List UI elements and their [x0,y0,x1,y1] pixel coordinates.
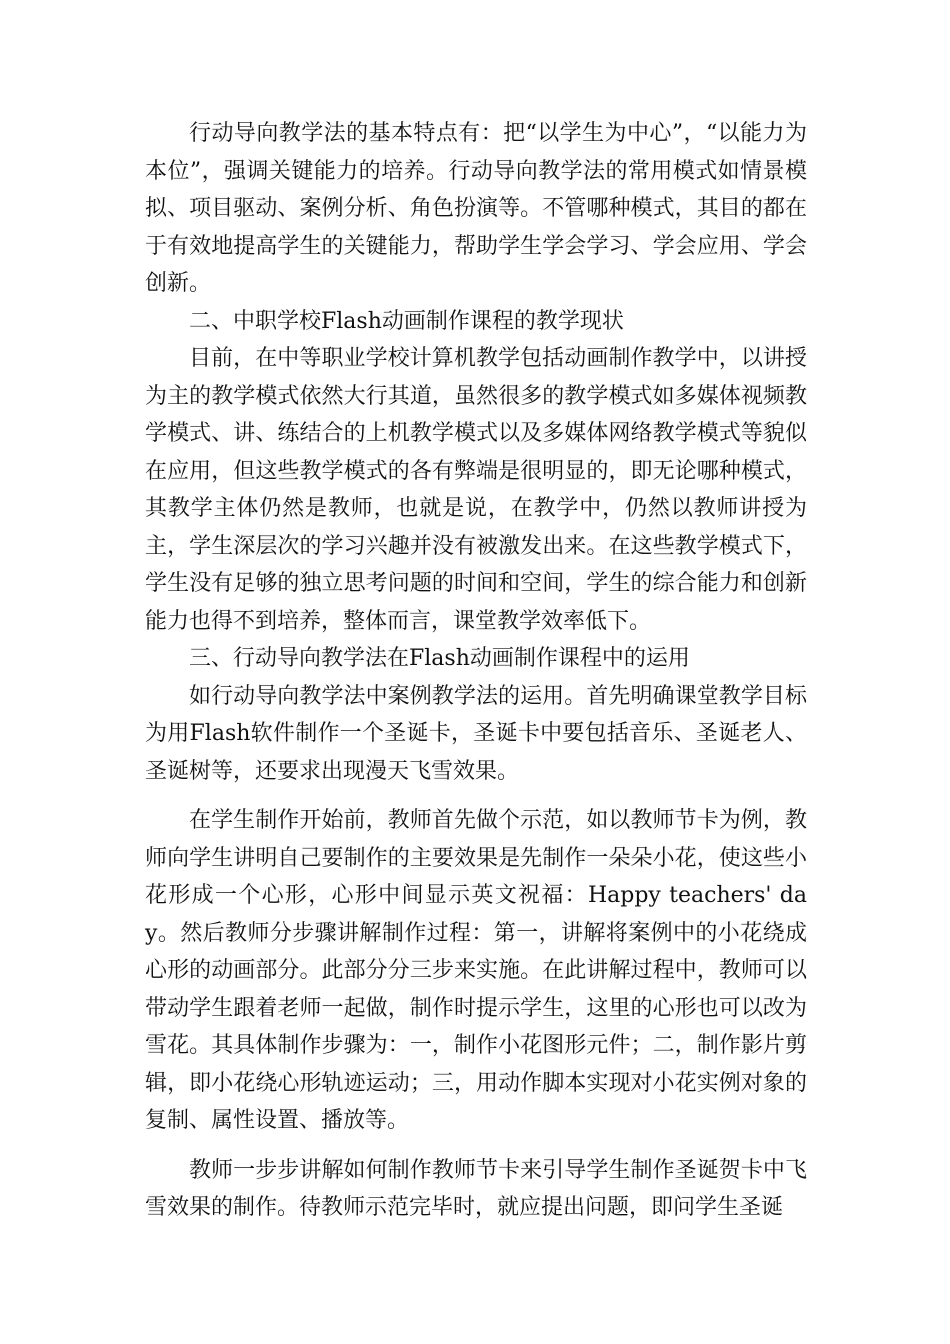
section-heading-2: 二、中职学校Flash动画制作课程的教学现状 [189,308,624,334]
paragraph-teacher-demo: 在学生制作开始前，教师首先做个示范，如以教师节卡为例，教师向学生讲明自己要制作的主要效果是先制作一朵朵小花，使这些小花形成一个心形，心形中间显示英文祝福：Happy teachers' day。然后教师分步骤讲解制作过程：第一，讲解将案例中的小花绕成心形的动画部分。此部分分三步来实施。在此讲解过程中，教师可以带动学生跟着老师一起做，制作时提示学生，这里的心形也可以改为雪花。其具体制作步骤为：一，制作小花图形元件；二，制作影片剪辑，即小花绕心形轨迹运动；三，用动作脚本实现对小花实例对象的复制、属性设置、播放等。 [145,808,807,1133]
document-page [145,115,807,1227]
paragraph-teaching-status: 目前，在中等职业学校计算机教学包括动画制作教学中，以讲授为主的教学模式依然大行其道，虽然很多的教学模式如多媒体视频教学模式、讲、练结合的上机教学模式以及多媒体网络教学模式等貌似在应用，但这些教学模式的各有弊端是很明显的，即无论哪种模式，其教学主体仍然是教师，也就是说，在教学中，仍然以教师讲授为主，学生深层次的学习兴趣并没有被激发出来。在这些教学模式下，学生没有足够的独立思考问题的时间和空间，学生的综合能力和创新能力也得不到培养，整体而言，课堂教学效率低下。 [145,346,807,634]
paragraph-action-oriented-features: 行动导向教学法的基本特点有：把“以学生为中心”，“以能力为本位”，强调关键能力的培养。行动导向教学法的常用模式如情景模拟、项目驱动、案例分析、角色扮演等。不管哪种模式，其目的都在于有效地提高学生的关键能力，帮助学生学会学习、学会应用、学会创新。 [145,121,807,296]
paragraph-step-by-step: 教师一步步讲解如何制作教师节卡来引导学生制作圣诞贺卡中飞雪效果的制作。待教师示范完毕时，就应提出问题，即问学生圣诞 [145,1157,807,1220]
paragraph-case-teaching: 如行动导向教学法中案例教学法的运用。首先明确课堂教学目标为用Flash软件制作一个圣诞卡，圣诞卡中要包括音乐、圣诞老人、圣诞树等，还要求出现漫天飞雪效果。 [145,683,807,784]
section-heading-3: 三、行动导向教学法在Flash动画制作课程中的运用 [189,646,690,671]
